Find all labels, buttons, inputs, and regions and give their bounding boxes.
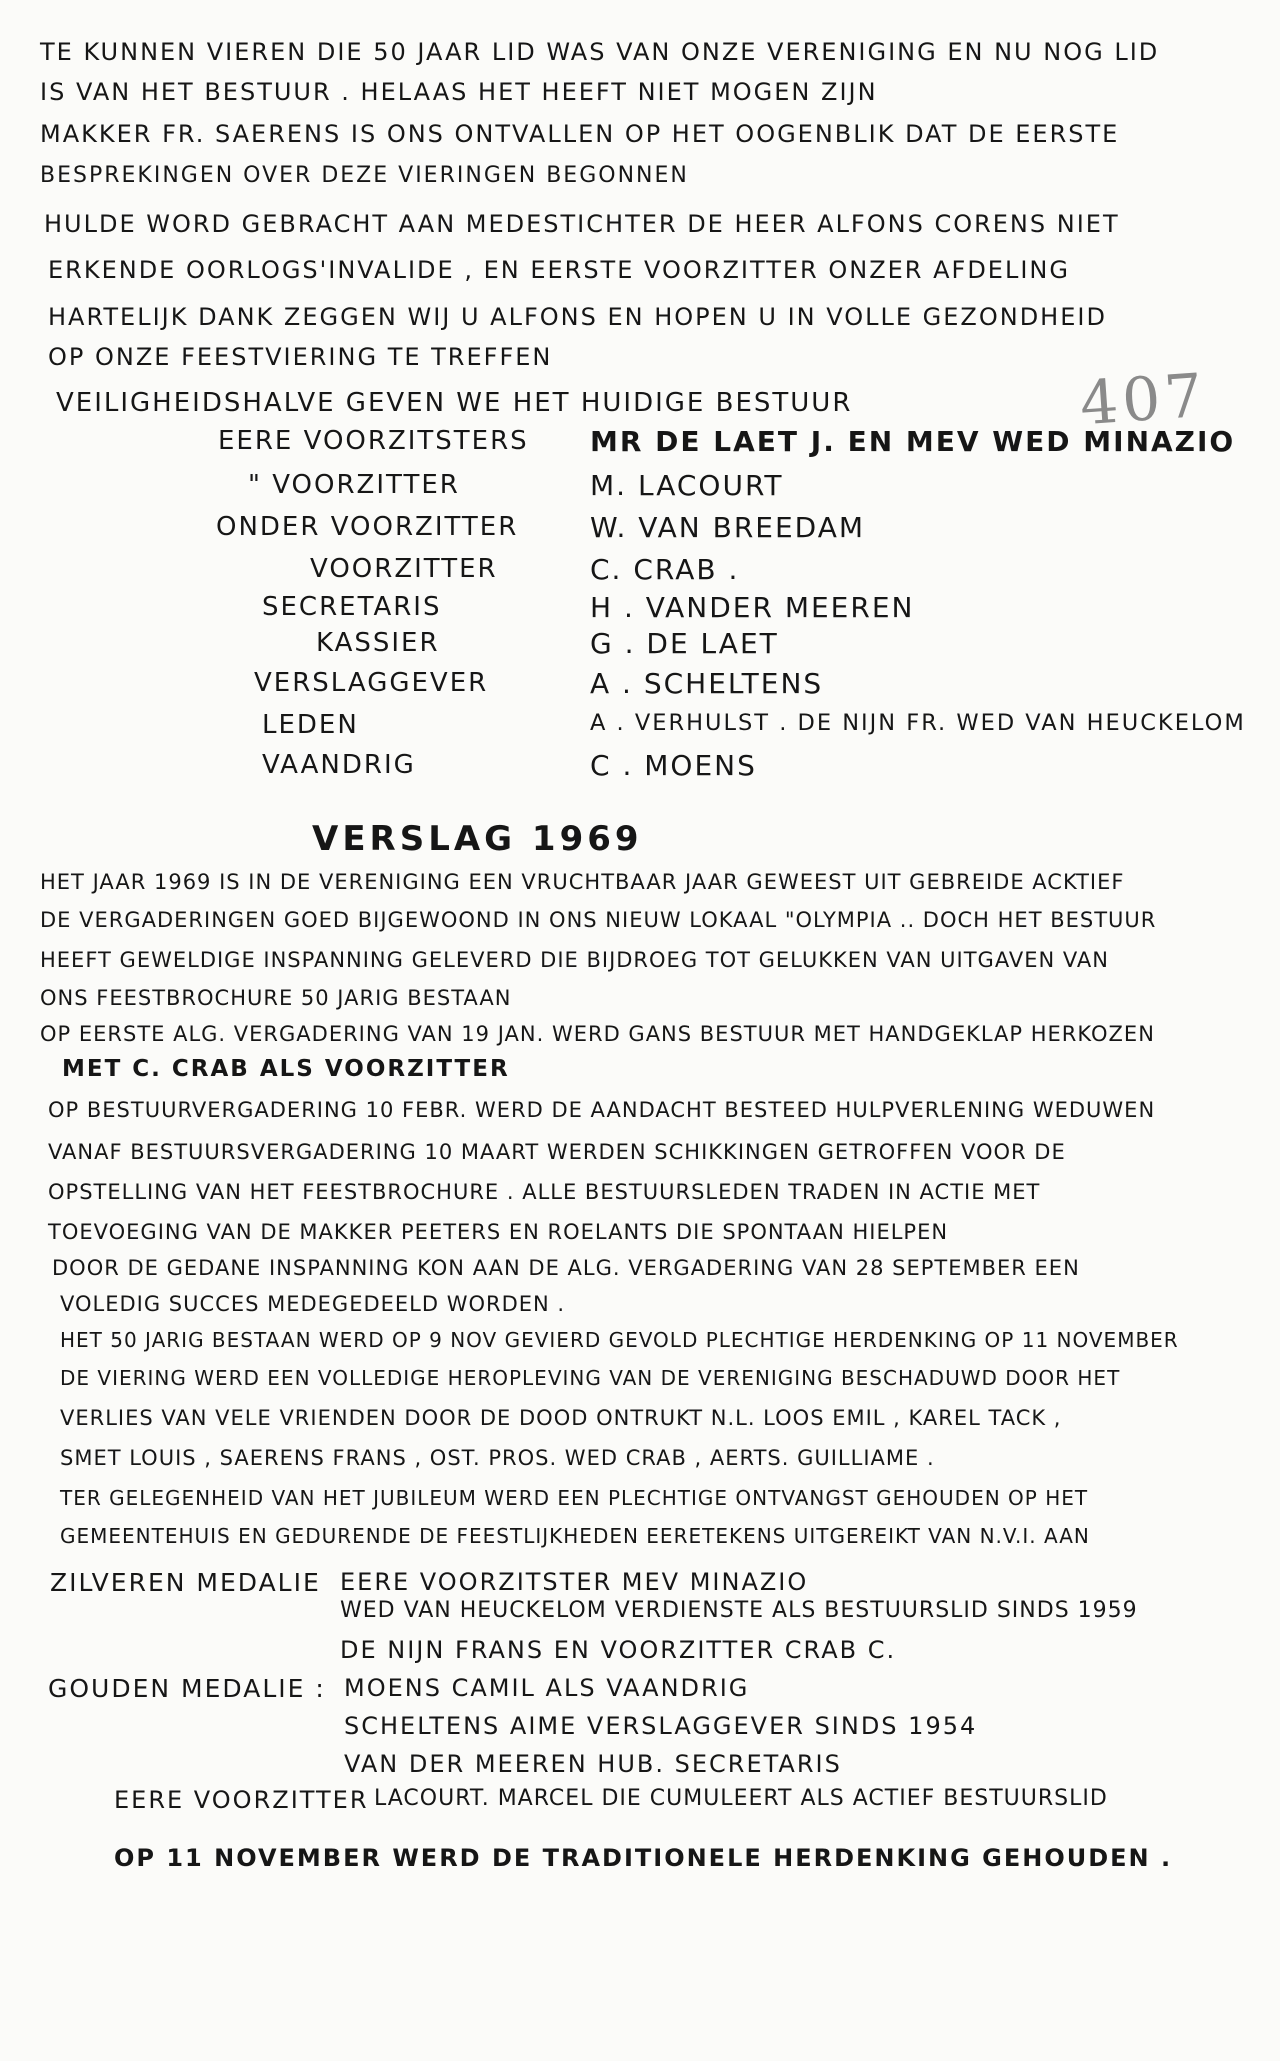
board-role: SECRETARIS	[262, 592, 442, 622]
board-name: MR DE LAET J. EN MEV WED MINAZIO	[590, 425, 1236, 458]
medal-text: DE NIJN FRANS EN VOORZITTER CRAB C.	[340, 1636, 897, 1664]
intro-line: TE KUNNEN VIEREN DIE 50 JAAR LID WAS VAN ONZE VERENIGING EN NU NOG LID	[40, 38, 1160, 66]
medal-text: VAN DER MEEREN HUB. SECRETARIS	[344, 1750, 842, 1778]
medal-text: SCHELTENS AIME VERSLAGGEVER SINDS 1954	[344, 1712, 978, 1740]
report-line: GEMEENTEHUIS EN GEDURENDE DE FEESTLIJKHEDEN EERETEKENS UITGEREIKT VAN N.V.I. AAN	[60, 1524, 1090, 1548]
intro-line: VEILIGHEIDSHALVE GEVEN WE HET HUIDIGE BESTUUR	[56, 388, 853, 418]
medal-text: WED VAN HEUCKELOM VERDIENSTE ALS BESTUURSLID SINDS 1959	[340, 1598, 1138, 1623]
board-name: C . MOENS	[590, 749, 757, 782]
board-role: VERSLAGGEVER	[254, 668, 489, 698]
report-line: OPSTELLING VAN HET FEESTBROCHURE . ALLE BESTUURSLEDEN TRADEN IN ACTIE MET	[48, 1180, 1041, 1204]
report-line: HEEFT GEWELDIGE INSPANNING GELEVERD DIE BIJDROEG TOT GELUKKEN VAN UITGAVEN VAN	[40, 948, 1109, 972]
board-name: H . VANDER MEEREN	[590, 591, 915, 624]
report-line: ONS FEESTBROCHURE 50 JARIG BESTAAN	[40, 986, 512, 1010]
board-name: M. LACOURT	[590, 469, 784, 502]
report-line: SMET LOUIS , SAERENS FRANS , OST. PROS. WED CRAB , AERTS. GUILLIAME .	[60, 1446, 935, 1470]
board-role: VAANDRIG	[262, 750, 416, 780]
report-line: VERLIES VAN VELE VRIENDEN DOOR DE DOOD ONTRUKT N.L. LOOS EMIL , KAREL TACK ,	[60, 1406, 1062, 1430]
report-line: VOLEDIG SUCCES MEDEGEDEELD WORDEN .	[60, 1292, 566, 1316]
report-line: OP BESTUURVERGADERING 10 FEBR. WERD DE AANDACHT BESTEED HULPVERLENING WEDUWEN	[48, 1098, 1156, 1122]
board-role: KASSIER	[316, 628, 440, 658]
intro-line: OP ONZE FEESTVIERING TE TREFFEN	[48, 343, 553, 371]
medal-text: LACOURT. MARCEL DIE CUMULEERT ALS ACTIEF BESTUURSLID	[374, 1786, 1108, 1811]
report-title: VERSLAG 1969	[312, 819, 643, 859]
medal-label: GOUDEN MEDALIE :	[48, 1674, 326, 1703]
report-line: VANAF BESTUURSVERGADERING 10 MAART WERDEN SCHIKKINGEN GETROFFEN VOOR DE	[48, 1140, 1066, 1164]
board-name: C. CRAB .	[590, 553, 740, 586]
intro-line: IS VAN HET BESTUUR . HELAAS HET HEEFT NIET MOGEN ZIJN	[40, 78, 878, 106]
medal-label: EERE VOORZITTER	[114, 1786, 369, 1814]
intro-line: HARTELIJK DANK ZEGGEN WIJ U ALFONS EN HOPEN U IN VOLLE GEZONDHEID	[48, 303, 1107, 331]
page-number: 407	[1077, 360, 1209, 440]
report-line: MET C. CRAB ALS VOORZITTER	[62, 1056, 510, 1082]
board-role: VOORZITTER	[310, 554, 498, 584]
medal-text: EERE VOORZITSTER MEV MINAZIO	[340, 1568, 809, 1596]
board-role: EERE VOORZITSTERS	[218, 426, 529, 456]
board-role: LEDEN	[262, 710, 359, 740]
board-name: W. VAN BREEDAM	[590, 511, 866, 544]
report-line: TER GELEGENHEID VAN HET JUBILEUM WERD EEN PLECHTIGE ONTVANGST GEHOUDEN OP HET	[60, 1486, 1089, 1510]
medal-label: ZILVEREN MEDALIE	[50, 1568, 321, 1597]
intro-line: BESPREKINGEN OVER DEZE VIERINGEN BEGONNEN	[40, 163, 689, 188]
intro-line: MAKKER FR. SAERENS IS ONS ONTVALLEN OP HET OOGENBLIK DAT DE EERSTE	[40, 120, 1120, 148]
closing-line: OP 11 NOVEMBER WERD DE TRADITIONELE HERDENKING GEHOUDEN .	[114, 1844, 1173, 1872]
board-name: A . SCHELTENS	[590, 667, 824, 700]
report-line: TOEVOEGING VAN DE MAKKER PEETERS EN ROELANTS DIE SPONTAAN HIELPEN	[48, 1220, 949, 1244]
report-line: HET JAAR 1969 IS IN DE VERENIGING EEN VRUCHTBAAR JAAR GEWEEST UIT GEBREIDE ACKTIEF	[40, 870, 1125, 894]
report-line: DE VIERING WERD EEN VOLLEDIGE HEROPLEVING VAN DE VERENIGING BESCHADUWD DOOR HET	[60, 1366, 1121, 1390]
report-line: OP EERSTE ALG. VERGADERING VAN 19 JAN. WERD GANS BESTUUR MET HANDGEKLAP HERKOZEN	[40, 1022, 1155, 1046]
board-name: A . VERHULST . DE NIJN FR. WED VAN HEUCKELOM	[590, 710, 1246, 736]
board-role: " VOORZITTER	[248, 470, 460, 500]
board-role: ONDER VOORZITTER	[216, 512, 519, 542]
report-line: HET 50 JARIG BESTAAN WERD OP 9 NOV GEVIERD GEVOLD PLECHTIGE HERDENKING OP 11 NOVEMBER	[60, 1328, 1179, 1352]
report-line: DE VERGADERINGEN GOED BIJGEWOOND IN ONS NIEUW LOKAAL "OLYMPIA .. DOCH HET BESTUUR	[40, 908, 1157, 932]
intro-line: ERKENDE OORLOGS'INVALIDE , EN EERSTE VOORZITTER ONZER AFDELING	[48, 256, 1070, 284]
report-line: DOOR DE GEDANE INSPANNING KON AAN DE ALG. VERGADERING VAN 28 SEPTEMBER EEN	[52, 1256, 1080, 1280]
board-name: G . DE LAET	[590, 627, 779, 660]
intro-line: HULDE WORD GEBRACHT AAN MEDESTICHTER DE HEER ALFONS CORENS NIET	[44, 210, 1120, 238]
medal-text: MOENS CAMIL ALS VAANDRIG	[344, 1674, 750, 1702]
